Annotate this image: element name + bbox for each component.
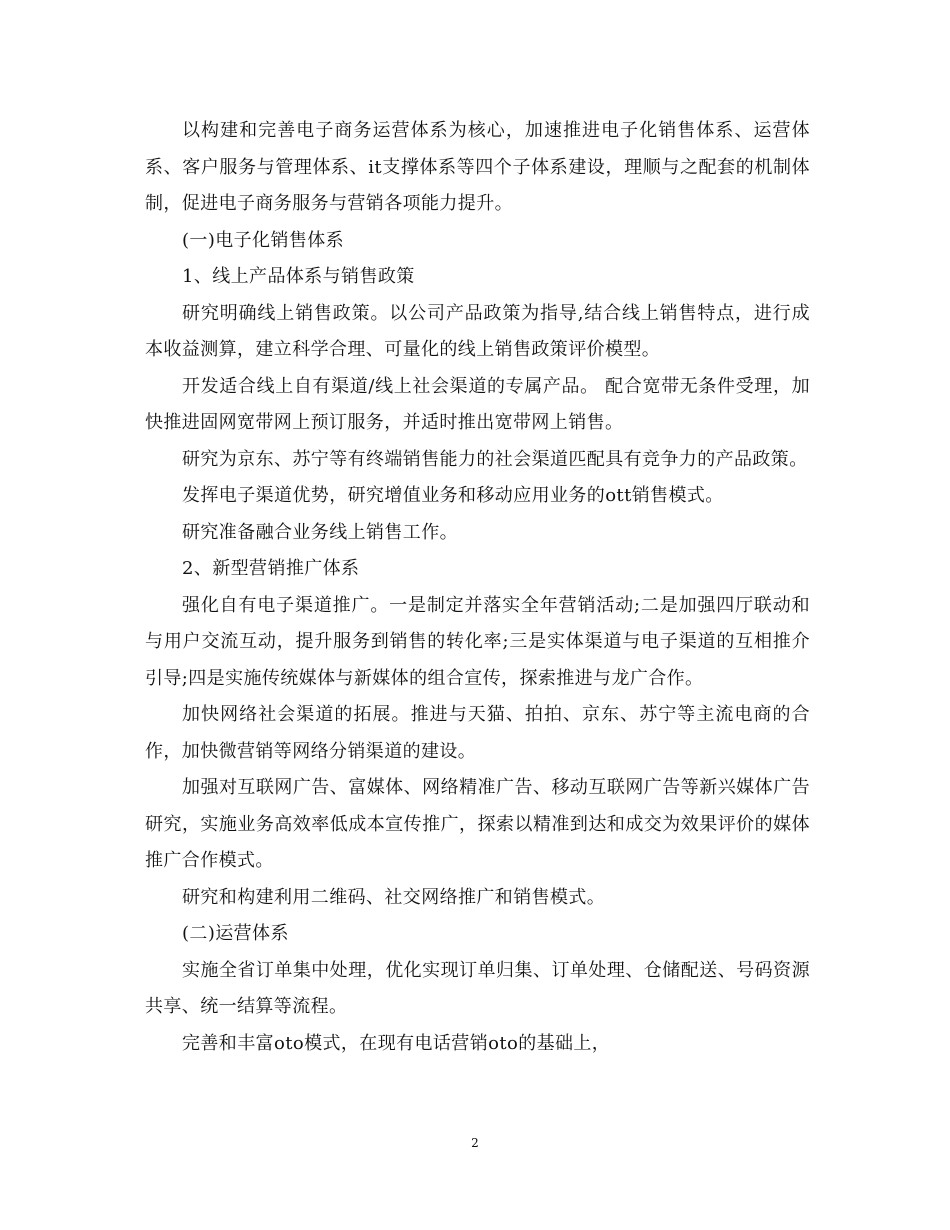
paragraph-own-channel-promotion: 强化自有电子渠道推广。一是制定并落实全年营销活动;二是加强四厅联动和与用户交流互动，提升服务到销售的转化率;三是实体渠道与电子渠道的互相推介引导;四是实施传统媒体与新媒体的组合宣传，探索推进与龙广合作。	[145, 594, 810, 689]
paragraph-ott-sales: 发挥电子渠道优势，研究增值业务和移动应用业务的ott销售模式。	[182, 485, 724, 506]
paragraph-converged-business: 研究准备融合业务线上销售工作。	[182, 521, 458, 543]
paragraph-qr-social: 研究和构建利用二维码、社交网络推广和销售模式。	[182, 886, 606, 908]
section-heading-electronic-sales: (一)电子化销售体系	[182, 229, 345, 251]
paragraph-oto-model: 完善和丰富oto模式，在现有电话营销oto的基础上，	[182, 1032, 611, 1054]
paragraph-network-channels: 加快网络社会渠道的拓展。推进与天猫、拍拍、京东、苏宁等主流电商的合作，加快微营销等网络分销渠道的建设。	[145, 704, 810, 762]
paragraph-social-channels: 研究为京东、苏宁等有终端销售能力的社会渠道匹配具有竞争力的产品政策。	[182, 448, 808, 470]
paragraph-online-sales-policy: 研究明确线上销售政策。以公司产品政策为指导,结合线上销售特点，进行成本收益测算，建立科学合理、可量化的线上销售政策评价模型。	[145, 302, 810, 360]
paragraph-internet-advertising: 加强对互联网广告、富媒体、网络精准广告、移动互联网广告等新兴媒体广告研究，实施业务高效率低成本宣传推广，探索以精准到达和成交为效果评价的媒体推广合作模式。	[145, 777, 810, 871]
page-number: 2	[471, 1136, 479, 1150]
subsection-heading-online-products: 1、线上产品体系与销售政策	[182, 266, 415, 287]
paragraph-exclusive-products: 开发适合线上自有渠道/线上社会渠道的专属产品。 配合宽带无条件受理，加快推进固网宽带网上预订服务，并适时推出宽带网上销售。	[145, 375, 810, 433]
paragraph-order-processing: 实施全省订单集中处理，优化实现订单归集、订单处理、仓储配送、号码资源共享、统一结算等流程。	[145, 959, 810, 1017]
paragraph-intro: 以构建和完善电子商务运营体系为核心，加速推进电子化销售体系、运营体系、客户服务与管理体系、it支撑体系等四个子体系建设，理顺与之配套的机制体制，促进电子商务服务与营销各项能力提升。	[145, 120, 810, 214]
subsection-heading-marketing-promotion: 2、新型营销推广体系	[182, 558, 360, 579]
section-heading-operations: (二)运营体系	[182, 923, 289, 944]
document-body	[145, 113, 810, 1062]
